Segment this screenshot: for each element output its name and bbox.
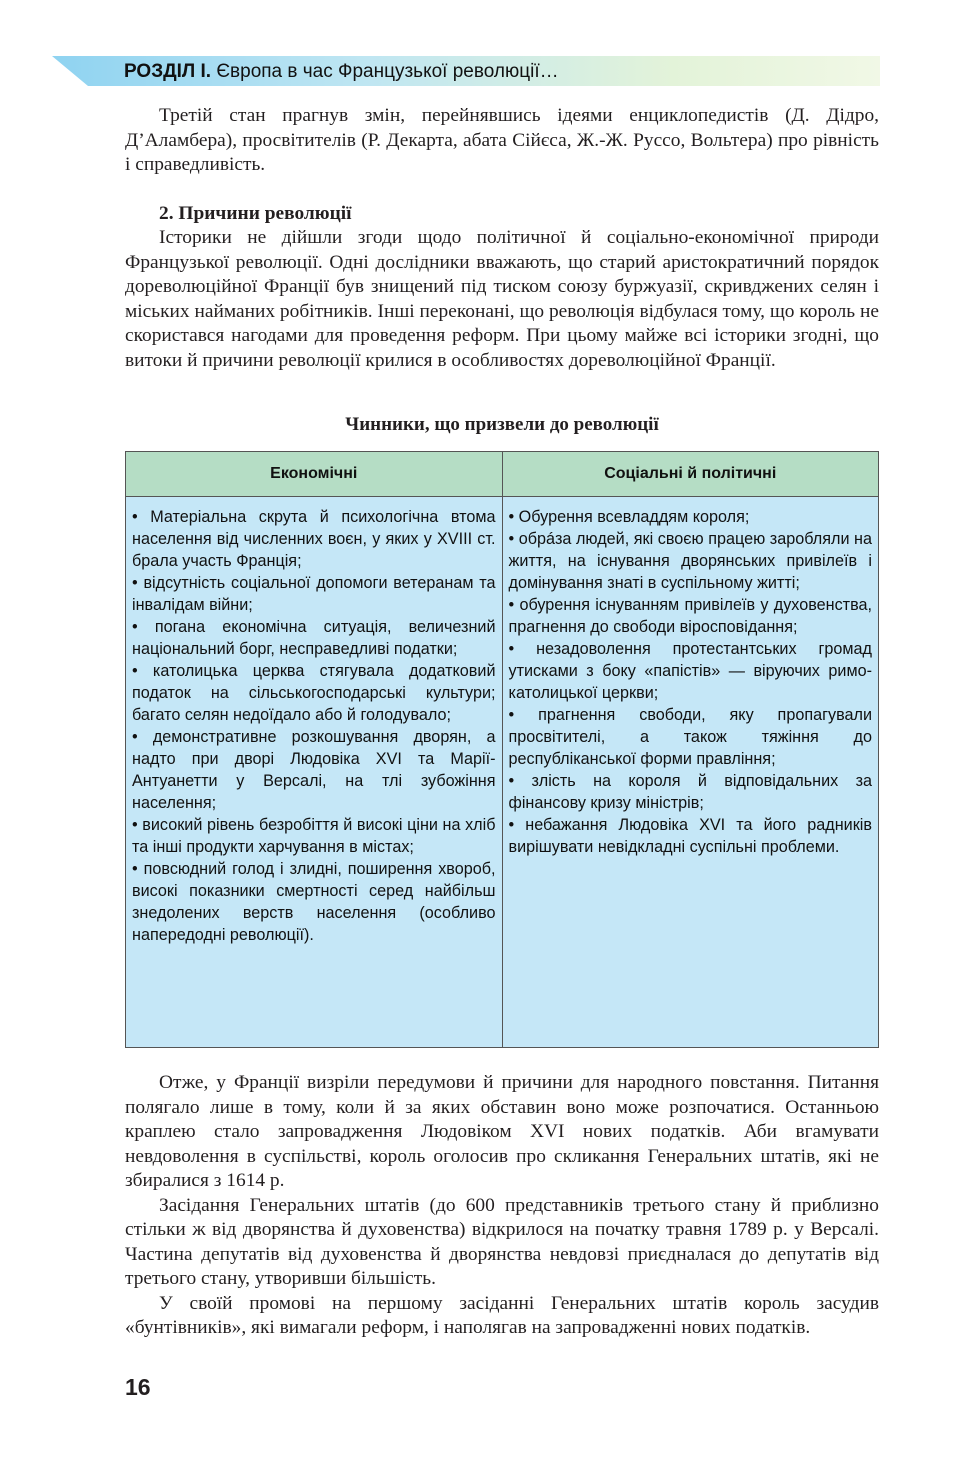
factors-table — [125, 451, 879, 1048]
table-row — [126, 497, 879, 1048]
list-item: • відсутність соціальної допомоги ветеранам та інвалідам війни; — [132, 574, 496, 614]
list-item: • небажання Людовіка XVI та його радників вирішувати невідкладні суспільні проблеми. — [508, 816, 872, 856]
column-header-economic: Економічні — [126, 452, 503, 497]
list-item: • демонстративне розкошування дворян, а надто при дворі Людовіка XVI та Марії-Антуанетти у Версалі, на тлі зубожіння населення; — [132, 728, 496, 812]
list-item: • прагнення свободи, яку пропагували просвітителі, а також тяжіння до республіканської форми правління; — [508, 706, 872, 768]
list-item: • злість на короля й відповідальних за фінансову кризу міністрів; — [508, 772, 872, 812]
page-number: 16 — [125, 1374, 151, 1400]
table-header-row — [126, 452, 879, 497]
intro-block — [125, 104, 879, 178]
economic-factors-cell — [126, 497, 503, 1048]
intro-paragraph: Третій стан прагнув змін, перейнявшись ідеями енциклопедистів (Д. Дідро, Д’Аламбера), просвітителів (Р. Декарта, абата Сійєса, Ж.-Ж. Руссо, Вольтера) про рівність і справедливість. — [125, 105, 879, 175]
list-item: • повсюдний голод і злидні, поширення хвороб, високі показники смертності серед найбільш знедолених верств населення (особливо напередодні революції). — [132, 860, 496, 944]
list-item: • Обурення всевладдям короля; — [508, 508, 750, 526]
table-caption: Чинники, що призвели до революції — [345, 414, 659, 435]
list-item: • Матеріальна скрута й психологічна втома населення від численних воєн, у яких у XVIII ст. брала участь Франція; — [132, 508, 496, 570]
closing-paragraph-1: Отже, у Франції визріли передумови й причини для народного повстання. Питання полягало лише в тому, коли й за яких обставин воно може розпочатися. Останньою краплею стало запровадження Людовіком XVI нових податків. Аби вгамувати невдоволення в суспільстві, король оголосив про скликання Генеральних штатів, які не збиралися з 1614 р. — [125, 1072, 879, 1191]
chapter-header — [124, 60, 559, 84]
closing-paragraph-2: Засідання Генеральних штатів (до 600 представників третього стану й приблизно стільки ж від дворянства й духовенства) відкрилося на початку травня 1789 р. у Версалі. Частина депутатів від духовенства й дворянства невдовзі приєдналася до депутатів від третього стану, утворивши більшість. — [125, 1194, 879, 1289]
list-item: • високий рівень безробіття й високі ціни на хліб та інші продукти харчування в містах; — [132, 816, 496, 856]
section-paragraph: Історики не дійшли згоди щодо політичної й соціально-економічної природи Французької революції. Одні дослідники вважають, що старий аристократичний порядок дореволюційної Франції був знищений під тиском союзу буржуазії, скривджених селян і міських найманих робітників. Інші переконані, що революція відбулася тому, що король не скористався нагодами для проведення реформ. При цьому майже всі історики згодні, що витоки й причини революції крилися в особливостях дореволюційної Франції. — [125, 227, 879, 371]
chapter-title: Європа в час Французької революції… — [216, 61, 559, 82]
social-political-factors-cell — [502, 497, 879, 1048]
closing-block — [125, 1071, 879, 1341]
list-item: • католицька церква стягувала додатковий податок на сільськогосподарські культури; багато селян недоїдало або й голодувало; — [132, 662, 496, 724]
section-block — [125, 226, 879, 373]
list-item: • обрáза людей, які своєю працею заробляли на життя, на існування дворянських привілеїв і домінування знаті в суспільному житті; — [508, 530, 872, 592]
closing-paragraph-3: У своїй промові на першому засіданні Генеральних штатів король засудив «бунтівників», які вимагали реформ, і наполягав на запровадженні нових податків. — [125, 1292, 879, 1338]
section-heading: 2. Причини революції — [159, 203, 352, 224]
list-item: • незадоволення протестантських громад утисками з боку «папістів» — віруючих римо-католицької церкви; — [508, 640, 872, 702]
list-item: • погана економічна ситуація, величезний національний борг, несправедливі податки; — [132, 618, 496, 658]
column-header-social-political: Соціальні й політичні — [502, 452, 879, 497]
chapter-section-label: РОЗДІЛ І. — [124, 61, 212, 82]
list-item: • обурення існуванням привілеїв у духовенства, прагнення до свободи віросповідання; — [508, 596, 872, 636]
